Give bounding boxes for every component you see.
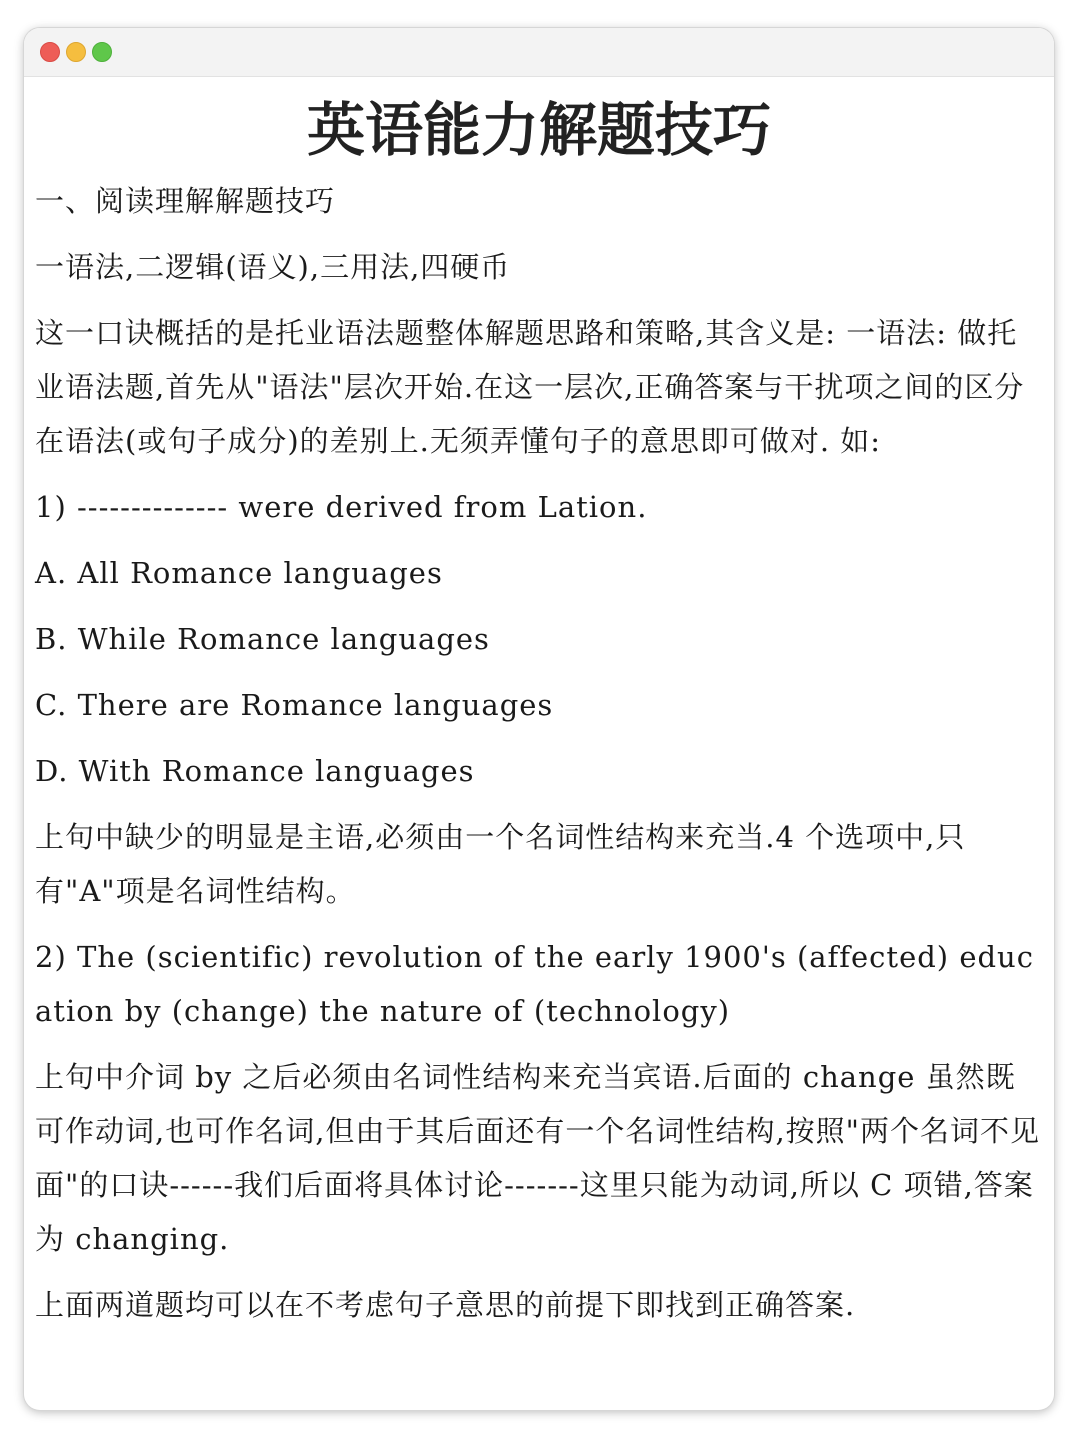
window-titlebar [24,28,1054,77]
question-1: 1) -------------- were derived from Lation. [35,490,648,524]
question-2: 2) The (scientific) revolution of the early 1900's (affected) education by (change) the nature of (technology) [35,940,1034,1028]
minimize-icon[interactable] [66,42,86,62]
answer-explanation-1: 上句中缺少的明显是主语,必须由一个名词性结构来充当.4 个选项中,只有"A"项是名词性结构。 [35,820,966,908]
close-icon[interactable] [40,42,60,62]
option-c: C. There are Romance languages [35,688,554,722]
option-d: D. With Romance languages [35,754,475,788]
option-a: A. All Romance languages [35,556,443,590]
summary-paragraph: 上面两道题均可以在不考虑句子意思的前提下即找到正确答案. [35,1288,856,1322]
section-heading: 一、阅读理解解题技巧 [35,184,336,218]
answer-explanation-2: 上句中介词 by 之后必须由名词性结构来充当宾语.后面的 change 虽然既可作动词,也可作名词,但由于其后面还有一个名词性结构,按照"两个名词不见面"的口诀------我们后面将具体讨论-------这里只能为动词,所以 C 项错,答案为 changing. [35,1060,1040,1256]
explanation-paragraph: 这一口诀概括的是托业语法题整体解题思路和策略,其含义是: 一语法: 做托业语法题,首先从"语法"层次开始.在这一层次,正确答案与干扰项之间的区分在语法(或句子成分)的差别上.无须弄懂句子的意思即可做对. 如: [35,316,1025,458]
document-body [35,174,1045,1344]
maximize-icon[interactable] [92,42,112,62]
page-title: 英语能力解题技巧 [306,96,771,164]
mnemonic-line: 一语法,二逻辑(语义),三用法,四硬币 [35,250,511,284]
option-b: B. While Romance languages [35,622,490,656]
document-window [24,28,1054,1410]
